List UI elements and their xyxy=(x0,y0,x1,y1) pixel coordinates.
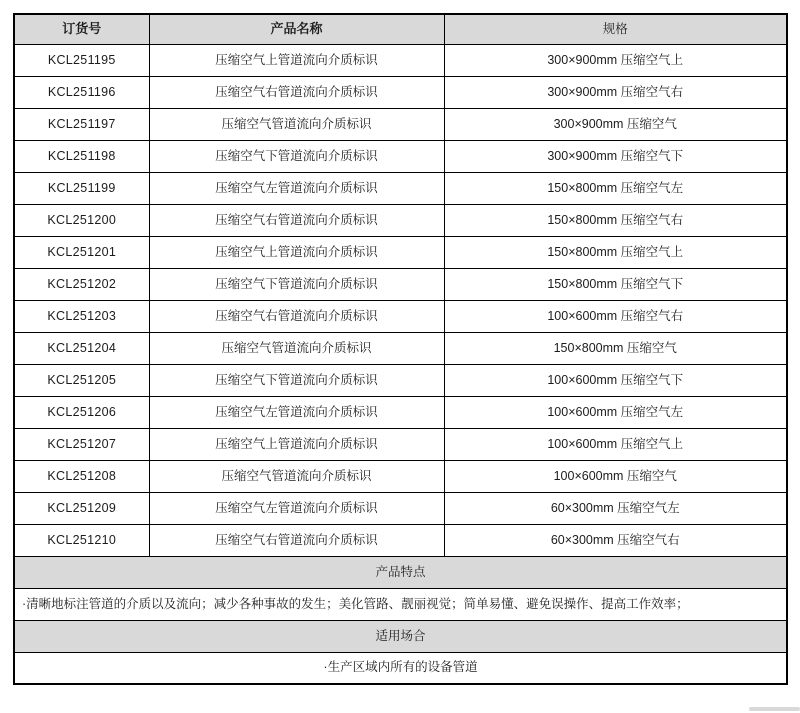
table-row xyxy=(14,428,787,460)
usage-title-row xyxy=(14,620,787,652)
table-row xyxy=(14,140,787,172)
table-row xyxy=(14,332,787,364)
order-code-cell: KCL251203 xyxy=(14,300,149,332)
order-code-cell: KCL251195 xyxy=(14,44,149,76)
product-name-cell: 压缩空气下管道流向介质标识 xyxy=(149,140,444,172)
spec-cell: 100×600mm 压缩空气 xyxy=(444,460,787,492)
product-name-cell: 压缩空气下管道流向介质标识 xyxy=(149,364,444,396)
spec-cell: 100×600mm 压缩空气下 xyxy=(444,364,787,396)
product-name-cell: 压缩空气左管道流向介质标识 xyxy=(149,172,444,204)
spec-cell: 60×300mm 压缩空气右 xyxy=(444,524,787,556)
spec-cell: 100×600mm 压缩空气上 xyxy=(444,428,787,460)
order-code-cell: KCL251202 xyxy=(14,268,149,300)
table-row xyxy=(14,236,787,268)
order-code-cell: KCL251196 xyxy=(14,76,149,108)
spec-cell: 150×800mm 压缩空气 xyxy=(444,332,787,364)
features-title: 产品特点 xyxy=(14,556,787,588)
product-name-cell: 压缩空气上管道流向介质标识 xyxy=(149,44,444,76)
product-spec-table xyxy=(13,13,788,685)
header-product-name: 产品名称 xyxy=(149,14,444,44)
table-row xyxy=(14,204,787,236)
product-name-cell: 压缩空气上管道流向介质标识 xyxy=(149,236,444,268)
table-row xyxy=(14,76,787,108)
spec-cell: 150×800mm 压缩空气下 xyxy=(444,268,787,300)
usage-text-row xyxy=(14,652,787,684)
table-row xyxy=(14,108,787,140)
product-name-cell: 压缩空气上管道流向介质标识 xyxy=(149,428,444,460)
product-name-cell: 压缩空气管道流向介质标识 xyxy=(149,108,444,140)
order-code-cell: KCL251210 xyxy=(14,524,149,556)
order-code-cell: KCL251198 xyxy=(14,140,149,172)
features-title-row xyxy=(14,556,787,588)
header-order-code: 订货号 xyxy=(14,14,149,44)
spec-cell: 300×900mm 压缩空气 xyxy=(444,108,787,140)
table-row xyxy=(14,172,787,204)
product-name-cell: 压缩空气左管道流向介质标识 xyxy=(149,396,444,428)
table-row xyxy=(14,44,787,76)
order-code-cell: KCL251197 xyxy=(14,108,149,140)
spec-cell: 100×600mm 压缩空气左 xyxy=(444,396,787,428)
spec-cell: 60×300mm 压缩空气左 xyxy=(444,492,787,524)
order-code-cell: KCL251208 xyxy=(14,460,149,492)
spec-cell: 300×900mm 压缩空气上 xyxy=(444,44,787,76)
header-spec: 规格 xyxy=(444,14,787,44)
order-code-cell: KCL251205 xyxy=(14,364,149,396)
table-row xyxy=(14,300,787,332)
order-code-cell: KCL251206 xyxy=(14,396,149,428)
product-name-cell: 压缩空气管道流向介质标识 xyxy=(149,460,444,492)
spec-cell: 300×900mm 压缩空气下 xyxy=(444,140,787,172)
order-code-cell: KCL251200 xyxy=(14,204,149,236)
table-row xyxy=(14,460,787,492)
order-code-cell: KCL251204 xyxy=(14,332,149,364)
product-name-cell: 压缩空气右管道流向介质标识 xyxy=(149,524,444,556)
spec-cell: 150×800mm 压缩空气右 xyxy=(444,204,787,236)
table-row xyxy=(14,268,787,300)
order-code-cell: KCL251201 xyxy=(14,236,149,268)
product-name-cell: 压缩空气左管道流向介质标识 xyxy=(149,492,444,524)
product-name-cell: 压缩空气下管道流向介质标识 xyxy=(149,268,444,300)
order-code-cell: KCL251207 xyxy=(14,428,149,460)
order-code-cell: KCL251209 xyxy=(14,492,149,524)
spec-cell: 100×600mm 压缩空气右 xyxy=(444,300,787,332)
usage-title: 适用场合 xyxy=(14,620,787,652)
header-row xyxy=(14,14,787,44)
usage-text: ·生产区域内所有的设备管道 xyxy=(14,652,787,684)
product-name-cell: 压缩空气右管道流向介质标识 xyxy=(149,204,444,236)
features-text: ·清晰地标注管道的介质以及流向；减少各种事故的发生；美化管路、靓丽视觉；简单易懂、避免误操作、提高工作效率； xyxy=(14,588,787,620)
features-text-row xyxy=(14,588,787,620)
table-row xyxy=(14,492,787,524)
order-code-cell: KCL251199 xyxy=(14,172,149,204)
table-row xyxy=(14,364,787,396)
table-row xyxy=(14,524,787,556)
product-name-cell: 压缩空气管道流向介质标识 xyxy=(149,332,444,364)
horizontal-scrollbar-thumb[interactable] xyxy=(749,707,800,711)
table-row xyxy=(14,396,787,428)
product-name-cell: 压缩空气右管道流向介质标识 xyxy=(149,300,444,332)
product-name-cell: 压缩空气右管道流向介质标识 xyxy=(149,76,444,108)
spec-cell: 150×800mm 压缩空气左 xyxy=(444,172,787,204)
spec-cell: 150×800mm 压缩空气上 xyxy=(444,236,787,268)
spec-cell: 300×900mm 压缩空气右 xyxy=(444,76,787,108)
